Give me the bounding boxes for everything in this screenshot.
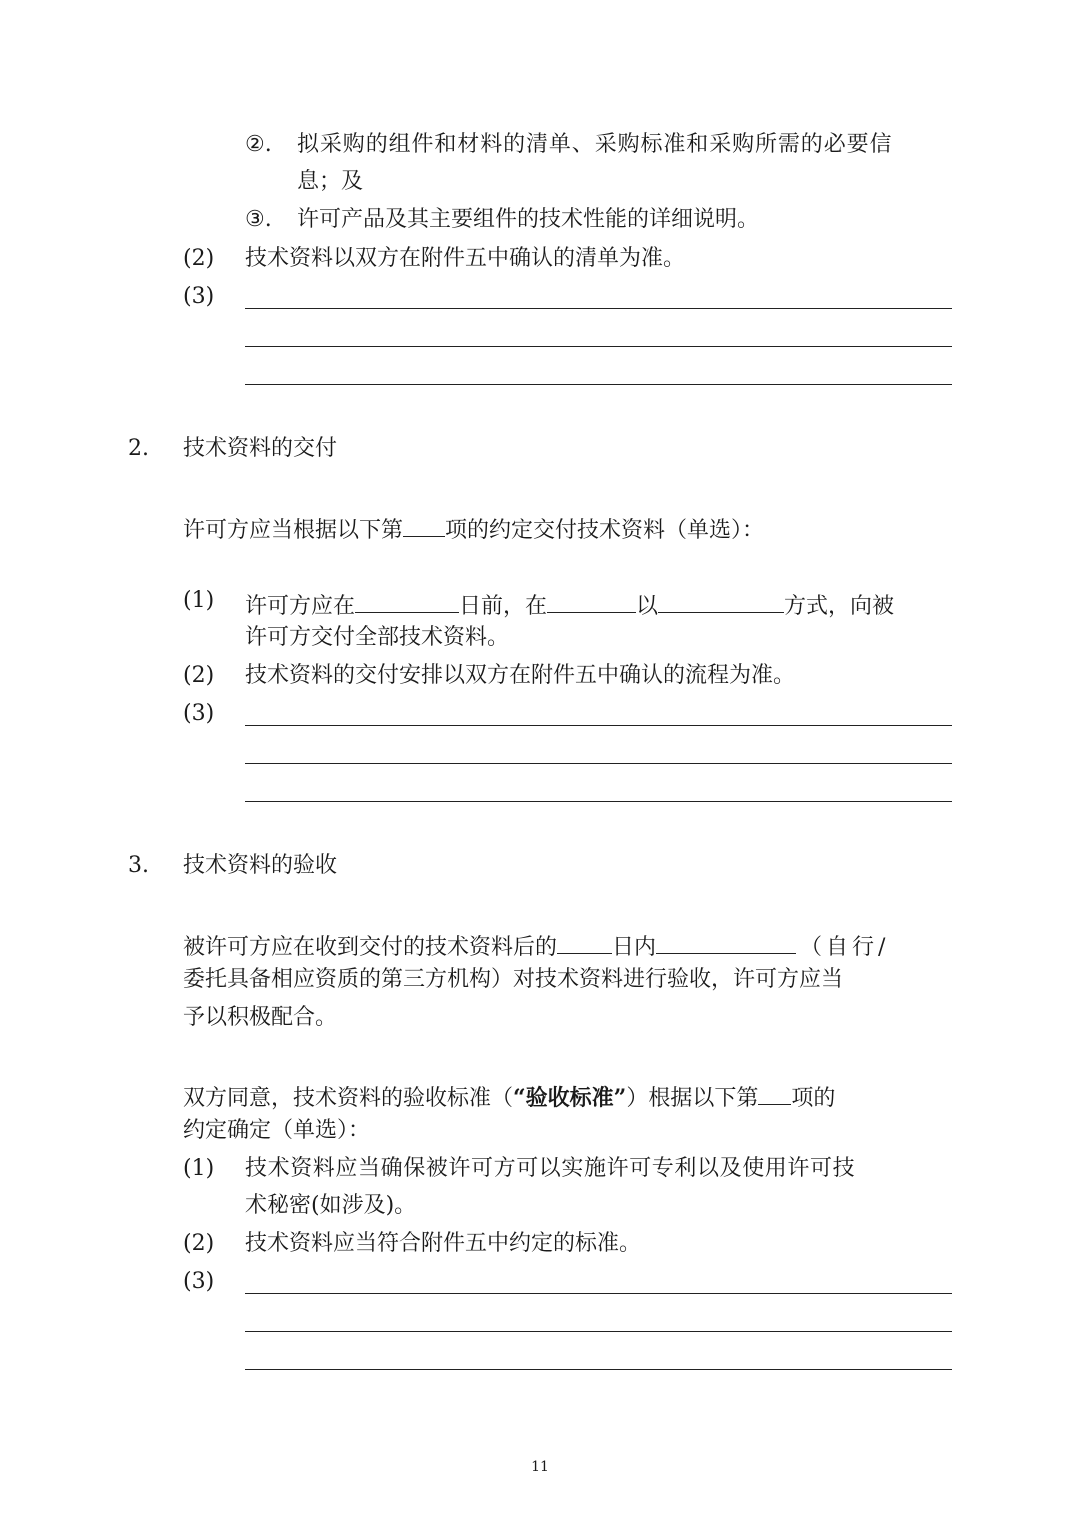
text-segment: 项的: [791, 1086, 836, 1111]
defined-term: “验收标准”: [513, 1085, 627, 1111]
section-heading: 技术资料的验收: [183, 853, 338, 878]
blank-field: [656, 931, 796, 954]
paragraph-line: 委托具备相应资质的第三方机构）对技术资料进行验收，许可方应当: [183, 967, 844, 992]
item-marker: (2): [183, 663, 215, 688]
intro-text: 许可方应当根据以下第: [183, 518, 404, 543]
item-marker: (2): [183, 246, 215, 271]
section-heading: 技术资料的交付: [183, 436, 338, 461]
blank-field: [658, 590, 784, 613]
item-marker: (1): [183, 588, 215, 613]
item-text: 技术资料的交付安排以双方在附件五中确认的流程为准。: [245, 663, 796, 688]
item-marker: (2): [183, 1231, 215, 1256]
sub-item-marker-2: ②.: [245, 132, 272, 157]
fill-in-line: [245, 801, 952, 802]
item-text-line2: 术秘密(如涉及)。: [245, 1193, 417, 1218]
sub-item-marker-3: ③.: [245, 207, 272, 232]
paragraph-line: [183, 931, 889, 959]
sub-item-2-line2: 息；及: [297, 169, 364, 194]
section-number: 2.: [128, 436, 149, 461]
fill-in-line: [245, 1331, 952, 1332]
text-segment: 日前，在: [459, 594, 548, 619]
text-segment: 被许可方应在收到交付的技术资料后的: [183, 935, 558, 960]
sub-item-3-text: 许可产品及其主要组件的技术性能的详细说明。: [297, 207, 760, 232]
text-segment: 许可方应在: [245, 594, 356, 619]
fill-in-line: [245, 308, 952, 309]
fill-in-line: [245, 346, 952, 347]
page-number: 11: [531, 1459, 549, 1475]
blank-field: [547, 590, 636, 613]
text-segment: （自行/: [800, 935, 890, 960]
intro-text: 项的约定交付技术资料（单选）：: [445, 518, 765, 543]
sub-item-2-line1: 拟采购的组件和材料的清单、采购标准和采购所需的必要信: [297, 132, 893, 157]
section-number: 3.: [128, 853, 149, 878]
section-intro: [183, 514, 764, 542]
item-text: 技术资料应当符合附件五中约定的标准。: [245, 1231, 642, 1256]
item-marker: (1): [183, 1156, 215, 1181]
paragraph-line: 予以积极配合。: [183, 1005, 338, 1030]
fill-in-line: [245, 1293, 952, 1294]
blank-field: [758, 1082, 791, 1105]
item-marker: (3): [183, 1269, 215, 1294]
item-text: 技术资料应当确保被许可方可以实施许可专利以及使用许可技: [245, 1156, 856, 1181]
paragraph-line: 约定确定（单选）：: [183, 1118, 371, 1143]
item-text: 技术资料以双方在附件五中确认的清单为准。: [245, 246, 686, 271]
fill-in-line: [245, 1369, 952, 1370]
blank-field: [557, 931, 612, 954]
text-segment: ）根据以下第: [626, 1086, 759, 1111]
text-segment: 方式，向被: [784, 594, 895, 619]
item-text: [245, 590, 894, 618]
text-segment: 以: [636, 594, 659, 619]
blank-field: [403, 514, 445, 537]
blank-field: [355, 590, 459, 613]
paragraph-line: [183, 1082, 835, 1110]
fill-in-line: [245, 725, 952, 726]
text-segment: 日内: [612, 935, 657, 960]
fill-in-line: [245, 384, 952, 385]
item-marker: (3): [183, 701, 215, 726]
fill-in-line: [245, 763, 952, 764]
item-marker: (3): [183, 284, 215, 309]
item-text-line2: 许可方交付全部技术资料。: [245, 625, 510, 650]
text-segment: 双方同意，技术资料的验收标准（: [183, 1086, 514, 1111]
